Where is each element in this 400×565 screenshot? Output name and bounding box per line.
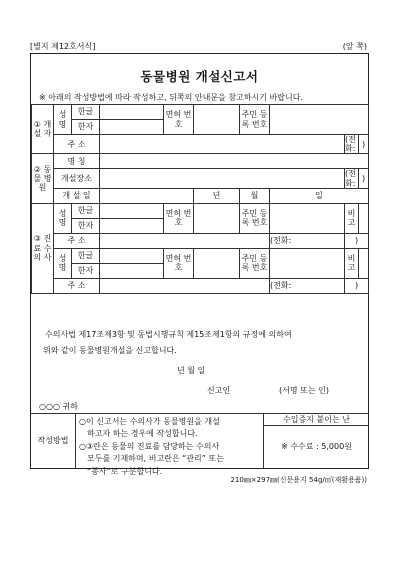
fee-text: ※ 수수료 : 5,000원 [281,442,352,451]
declaration-date: 년 월 일 [177,366,206,375]
guide-text [79,416,259,478]
form-title: 동물병원 개설신고서 [140,69,259,84]
hospital-location-field[interactable] [100,169,345,188]
vet2-remark-field[interactable] [359,248,369,278]
applicant-hanja-label: 한자 [72,120,100,135]
registration-form [30,53,369,476]
instruction-notice: ※ 아래의 작성방법에 따라 작성하고, 뒤쪽의 안내문을 참고하시기 바랍니다. [39,93,303,102]
vet1-remark-field[interactable] [359,203,369,233]
vet2-hangul-field[interactable] [100,248,164,263]
paper-spec: 210㎜×297㎜(신문용지 54g/㎡(재활용품)) [230,476,367,484]
guide-item-2a: ○③란은 동물의 진료를 담당하는 수의사 [79,441,220,451]
applicant-hangul-label: 한글 [72,105,100,120]
opening-date-pad [100,188,194,203]
applicant-address-label: 주 소 [54,135,100,154]
declaration-line-2: 위와 같이 동물병원개설을 신고합니다. [43,346,177,355]
vet2-license-field[interactable] [194,248,240,278]
revenue-stamp-header: 수입증지 붙이는 난 [263,413,369,426]
opening-day-label: 일 [270,188,369,203]
applicant-rrn-label: 주민 등록 번호 [240,105,270,135]
hospital-section-label: ② 동 물 병 원 [32,154,54,203]
guide-label: 작성방법 [31,413,76,468]
applicant-hanja-field[interactable] [100,120,164,135]
hospital-phone-close: ) [359,169,369,188]
applicant-hangul-field[interactable] [100,105,164,120]
vet1-hanja-label: 한자 [72,218,100,233]
applicant-license-field[interactable] [194,105,240,135]
vet1-hanja-field[interactable] [100,218,164,233]
vet1-remark-label: 비 고 [345,203,359,233]
vet1-license-label: 면허 번호 [164,203,194,233]
vet2-address-field[interactable] [100,278,270,293]
vet1-phone-close: ) [345,233,369,248]
page-side: (앞 쪽) [342,42,367,51]
hospital-opening-label: 개 설 일 [54,188,100,203]
guide-item-2b: 모두를 기재하며, 비고란은 “관리” 또는 [87,454,224,464]
vet1-rrn-label: 주민 등록 번호 [240,203,270,233]
revenue-stamp-area[interactable] [263,425,369,468]
vet1-address-field[interactable] [100,233,270,248]
hospital-location-label: 개설장소 [54,169,100,188]
applicant-signature-label: 신고인 [207,386,231,395]
vet2-name-label: 성 명 [54,248,72,278]
hospital-phone-label: (전화: [345,169,359,188]
applicant-address-field[interactable] [100,135,345,154]
signature-field[interactable]: (서명 또는 인) [279,386,329,395]
vet1-name-label: 성 명 [54,203,72,233]
applicant-phone-label: (전화: [345,135,359,154]
vet2-address-label: 주 소 [54,278,100,293]
vet2-phone-label: (전화: [270,278,345,293]
applicant-phone-close: ) [359,135,369,154]
vet2-license-label: 면허 번호 [164,248,194,278]
vet1-hangul-label: 한글 [72,203,100,218]
guide-item-1b: 하고자 하는 경우에 작성합니다. [87,429,198,439]
guide-section [31,413,368,476]
vet1-license-field[interactable] [194,203,240,233]
vet1-address-label: 주 소 [54,233,100,248]
form-number: [별지 제12호서식] [30,42,96,51]
guide-item-1a: ○이 신고서는 수의사가 동물병원을 개설 [79,417,220,426]
opening-month-label: 월 [240,188,270,203]
vet2-rrn-field[interactable] [270,248,345,278]
applicant-name-label: 성 명 [54,105,72,135]
hospital-name-field[interactable] [100,154,369,169]
vet1-phone-label: (전화: [270,233,345,248]
recipient: ○○○ 귀하 [39,402,78,411]
vets-section-label: ③ 진 료 수 의 사 [32,203,54,293]
vet2-phone-close: ) [345,278,369,293]
vet1-rrn-field[interactable] [270,203,345,233]
form-grid [31,104,369,294]
vet2-hanja-field[interactable] [100,263,164,278]
vet2-rrn-label: 주민 등록 번호 [240,248,270,278]
vet2-hanja-label: 한자 [72,263,100,278]
declaration-section [31,321,368,414]
vet1-hangul-field[interactable] [100,203,164,218]
applicant-rrn-field[interactable] [270,105,369,135]
applicant-license-label: 면허 번호 [164,105,194,135]
hospital-name-label: 명 칭 [54,154,100,169]
guide-item-2c: “종사”로 구분합니다. [87,466,163,476]
applicant-section-label: ① 개 설 자 [32,105,54,154]
vet2-hangul-label: 한글 [72,248,100,263]
vet2-remark-label: 비 고 [345,248,359,278]
opening-year-label: 년 [194,188,240,203]
declaration-line-1: 수의사법 제17조제3항 및 동법시행규칙 제15조제1항의 규정에 의하여 [45,330,292,339]
